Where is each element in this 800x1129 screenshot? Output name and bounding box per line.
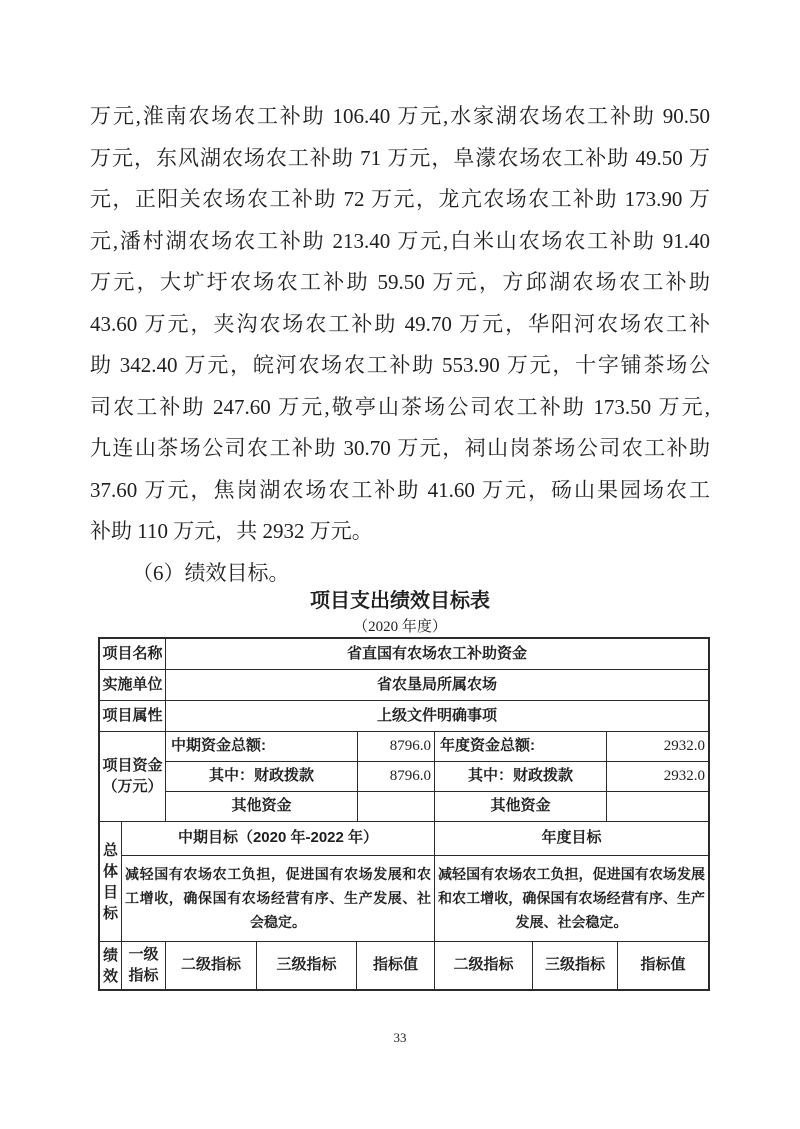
- implementing-unit-value: 省农垦局所属农场: [166, 670, 708, 701]
- overall-goal-row-group: [100, 822, 708, 942]
- body-line: 元,潘村湖农场农工补助 213.40 万元,白米山农场农工补助 91.40: [90, 228, 710, 253]
- body-line: 万元,淮南农场农工补助 106.40 万元,水家湖农场农工补助 90.50: [90, 104, 710, 128]
- body-line: 司农工补助 247.60 万元,敬亭山茶场公司农工补助 173.50 万元,: [90, 394, 710, 419]
- funds-group-label: 项目资金（万元）: [100, 732, 166, 822]
- midterm-total-value: 8796.0: [358, 732, 435, 762]
- annual-total-value: 2932.0: [607, 732, 708, 762]
- table-title: 项目支出绩效目标表: [310, 590, 490, 612]
- funds-subgrid: [166, 732, 708, 822]
- level1-indicator-header: 一级指标: [122, 942, 166, 989]
- annual-indicator-value-header: 指标值: [640, 956, 686, 974]
- midterm-other-value: [358, 792, 435, 822]
- annual-goal-header: 年度目标: [435, 822, 708, 856]
- funds-total-row: [166, 732, 708, 762]
- midterm-fiscal-label: 其中：财政拨款: [166, 762, 358, 792]
- body-line: 万元，东风湖农场农工补助 71 万元，阜濛农场农工补助 49.50 万: [90, 145, 710, 170]
- annual-goal-text: 减轻国有农场农工负担，促进国有农场发展和农工增收，确保国有农场经营有序、生产发展、社会稳定。: [435, 856, 708, 942]
- project-name-label: 项目名称: [100, 639, 166, 670]
- funds-fiscal-row: [166, 762, 708, 792]
- overall-goal-group-label-text: 总体目标: [102, 841, 118, 922]
- body-line: 万元，大圹圩农场农工补助 59.50 万元，方邱湖农场农工补助: [90, 270, 710, 294]
- overall-goal-group-label: [100, 822, 122, 942]
- page-number: 33: [393, 1030, 407, 1045]
- annual-level2-indicator-header: 二级指标: [435, 942, 533, 989]
- section-heading: （6）绩效目标。: [132, 560, 290, 585]
- midterm-goal-header: 中期目标（2020 年-2022 年）: [122, 822, 435, 856]
- body-line: 九连山茶场公司农工补助 30.70 万元，祠山岗茶场公司农工补助: [90, 436, 710, 460]
- midterm-fiscal-value: 8796.0: [358, 762, 435, 792]
- project-attribute-label: 项目属性: [100, 701, 166, 732]
- body-paragraph: [90, 96, 710, 594]
- implementing-unit-label: 实施单位: [100, 670, 166, 701]
- table-row: [100, 701, 708, 732]
- performance-group-label-text: 绩效: [102, 946, 118, 985]
- performance-group-label: [100, 942, 122, 989]
- performance-target-table: [98, 637, 710, 991]
- funds-other-row: [166, 792, 708, 822]
- performance-header-row: [100, 942, 708, 989]
- midterm-goal-text: 减轻国有农场农工负担，促进国有农场发展和农工增收，确保国有农场经营有序、生产发展、社会稳定。: [122, 856, 435, 942]
- body-line: 补助 110 万元，共 2932 万元。: [90, 519, 373, 543]
- project-name-value: 省直国有农场农工补助资金: [166, 639, 708, 670]
- body-line: 37.60 万元，焦岗湖农场农工补助 41.60 万元，砀山果园场农工: [90, 477, 710, 502]
- midterm-goal-column: [122, 822, 435, 942]
- funds-row-group: [100, 732, 708, 822]
- project-attribute-value: 上级文件明确事项: [166, 701, 708, 732]
- body-line: 助 342.40 万元，皖河农场农工补助 553.90 万元，十字铺茶场公: [90, 353, 710, 377]
- body-line: 元，正阳关农场农工补助 72 万元，龙亢农场农工补助 173.90 万: [90, 187, 710, 211]
- annual-level3-indicator-header: 三级指标: [533, 942, 618, 989]
- annual-fiscal-value: 2932.0: [607, 762, 708, 792]
- midterm-other-label: 其他资金: [166, 792, 358, 822]
- table-row: [100, 639, 708, 670]
- midterm-level3-indicator-header: 三级指标: [257, 942, 357, 989]
- annual-goal-column: [435, 822, 708, 942]
- body-line: 43.60 万元，夹沟农场农工补助 49.70 万元，华阳河农场农工补: [90, 311, 710, 336]
- midterm-indicator-value-header: 指标值: [357, 942, 435, 989]
- midterm-level2-indicator-header: 二级指标: [166, 942, 257, 989]
- annual-other-value: [607, 792, 708, 822]
- annual-fiscal-label: 其中：财政拨款: [435, 762, 607, 792]
- annual-total-label: 年度资金总额:: [435, 732, 607, 762]
- annual-other-label: 其他资金: [435, 792, 607, 822]
- midterm-total-label: 中期资金总额:: [166, 732, 358, 762]
- table-subtitle: （2020 年度）: [353, 619, 447, 635]
- table-row: [100, 670, 708, 701]
